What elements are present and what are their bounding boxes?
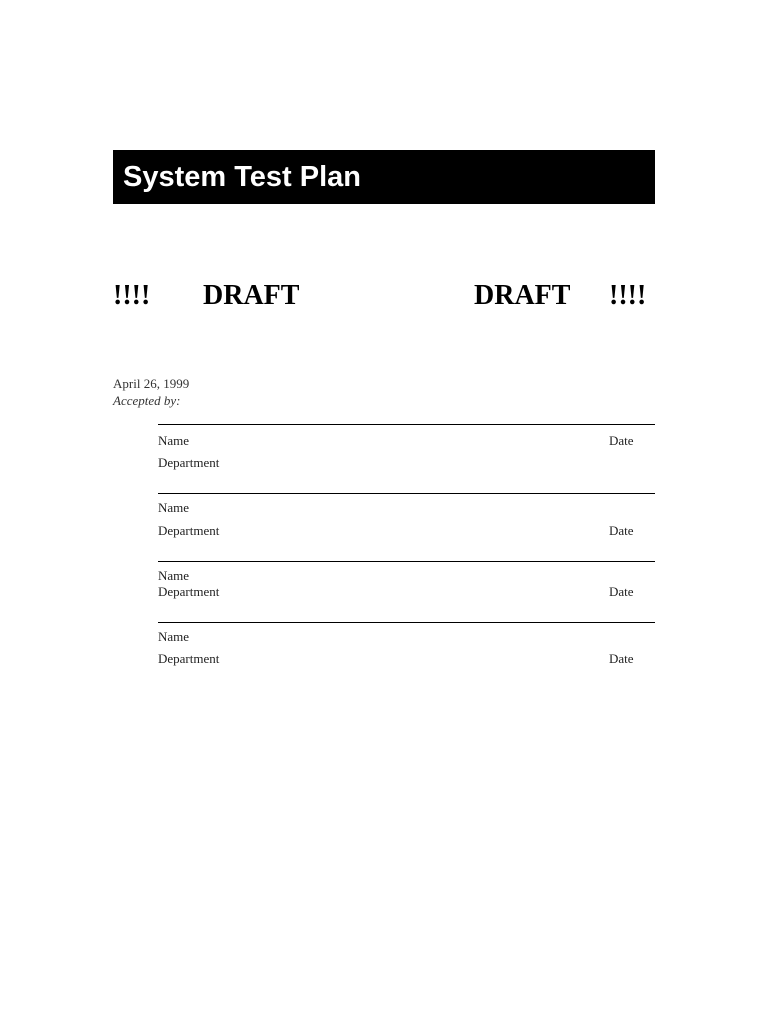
draft-marks-right: !!!!: [609, 280, 647, 311]
date-label: Date: [609, 433, 634, 448]
department-label: Department: [158, 455, 220, 470]
draft-marks-left: !!!!: [113, 280, 151, 311]
date-label: Date: [609, 584, 634, 599]
name-label: Name: [158, 433, 190, 448]
date-label: Date: [609, 523, 634, 538]
page-title: System Test Plan: [123, 161, 362, 193]
accepted-by-label: Accepted by:: [113, 393, 181, 408]
name-label: Name: [158, 568, 190, 583]
department-label: Department: [158, 651, 220, 666]
signature-line: [158, 424, 655, 425]
department-label: Department: [158, 584, 220, 599]
date-label: Date: [609, 651, 634, 666]
draft-label-left: DRAFT: [203, 280, 300, 311]
document-date: April 26, 1999: [113, 376, 190, 391]
signature-line: [158, 493, 655, 494]
signature-line: [158, 561, 655, 562]
department-label: Department: [158, 523, 220, 538]
signature-line: [158, 622, 655, 623]
draft-label-right: DRAFT: [474, 280, 571, 311]
name-label: Name: [158, 629, 190, 644]
title-banner: [113, 150, 655, 204]
name-label: Name: [158, 500, 190, 515]
